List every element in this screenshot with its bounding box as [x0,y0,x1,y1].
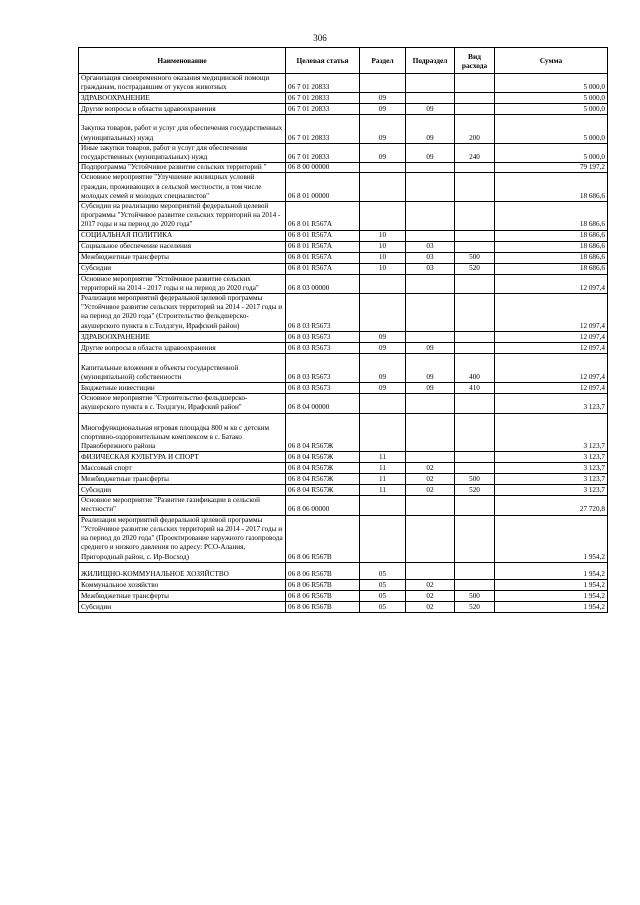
cell-article: 06 8 04 R567Ж [286,413,360,452]
cell-subsection [406,413,455,452]
cell-name: Межбюджетные трансферты [79,590,286,601]
cell-section: 09 [360,115,406,143]
cell-name: СОЦИАЛЬНАЯ ПОЛИТИКА [79,230,286,241]
cell-name: Основное мероприятие "Устойчивое развитие сельских территорий на 2014 - 2017 годы и на период до 2020 года" [79,274,286,293]
cell-section: 05 [360,562,406,579]
table-row [79,463,608,474]
table-row [79,163,608,173]
cell-subsection [406,394,455,413]
cell-article: 06 8 03 R5673 [286,383,360,394]
table-row [79,342,608,353]
table-row [79,485,608,496]
cell-article: 06 8 00 00000 [286,163,360,173]
header-expense-type: Вид расхода [455,48,495,74]
cell-expense-type: 240 [455,143,495,162]
cell-article: 06 8 03 R5673 [286,342,360,353]
header-section: Раздел [360,48,406,74]
cell-section [360,496,406,515]
table-row [79,331,608,342]
cell-section [360,294,406,332]
cell-section: 05 [360,601,406,612]
cell-section: 09 [360,331,406,342]
cell-section [360,515,406,562]
cell-section: 11 [360,463,406,474]
cell-article: 06 8 01 R567А [286,263,360,274]
cell-amount: 1 954,2 [495,562,608,579]
cell-subsection: 02 [406,485,455,496]
cell-subsection [406,515,455,562]
cell-amount: 79 197,2 [495,163,608,173]
cell-name: ЗДРАВООХРАНЕНИЕ [79,331,286,342]
cell-section [360,74,406,93]
cell-amount: 5 000,0 [495,93,608,104]
cell-subsection: 02 [406,579,455,590]
cell-section: 09 [360,353,406,382]
cell-name: Многофункциональная игровая площадка 800 м кв с детским спортивно-оздоровительным комплексом в с. Батако Правобережного района [79,413,286,452]
table-row [79,104,608,115]
cell-name: Массовый спорт [79,463,286,474]
cell-amount: 3 123,7 [495,463,608,474]
cell-section: 10 [360,252,406,263]
cell-amount: 5 000,0 [495,143,608,162]
cell-section: 11 [360,452,406,463]
cell-section: 10 [360,263,406,274]
cell-article: 06 8 04 00000 [286,394,360,413]
header-article: Целевая статья [286,48,360,74]
cell-subsection [406,496,455,515]
cell-expense-type [455,104,495,115]
cell-amount: 12 097,4 [495,274,608,293]
cell-amount: 18 686,6 [495,173,608,202]
table-row [79,413,608,452]
cell-name: Межбюджетные трансферты [79,252,286,263]
cell-expense-type [455,173,495,202]
cell-article: 06 8 01 R567А [286,230,360,241]
cell-subsection: 03 [406,241,455,252]
cell-section: 09 [360,93,406,104]
table-row [79,515,608,562]
cell-name: ЗДРАВООХРАНЕНИЕ [79,93,286,104]
cell-amount: 18 686,6 [495,241,608,252]
table-row [79,252,608,263]
header-subsection: Подраздел [406,48,455,74]
cell-section: 05 [360,590,406,601]
cell-article: 06 8 03 R5673 [286,294,360,332]
table-header-row [79,48,608,74]
cell-subsection [406,230,455,241]
table-row [79,562,608,579]
cell-subsection [406,163,455,173]
cell-subsection: 03 [406,263,455,274]
cell-amount: 1 954,2 [495,579,608,590]
cell-name: Субсидии [79,601,286,612]
cell-section: 09 [360,383,406,394]
cell-expense-type: 520 [455,601,495,612]
cell-article: 06 8 06 R567В [286,562,360,579]
cell-amount: 3 123,7 [495,474,608,485]
table-body [79,74,608,613]
cell-name: Основное мероприятие "Строительство фельдшерско-акушерского пункта в с. Толдзгун, Ирафский район" [79,394,286,413]
cell-section: 05 [360,579,406,590]
table-row [79,274,608,293]
cell-article: 06 8 04 R567Ж [286,485,360,496]
cell-amount: 5 000,0 [495,104,608,115]
cell-amount: 12 097,4 [495,342,608,353]
cell-expense-type [455,331,495,342]
cell-expense-type [455,463,495,474]
cell-subsection [406,93,455,104]
cell-amount: 5 000,0 [495,115,608,143]
cell-name: ЖИЛИЩНО-КОММУНАЛЬНОЕ ХОЗЯЙСТВО [79,562,286,579]
cell-expense-type [455,579,495,590]
cell-section [360,163,406,173]
table-row [79,353,608,382]
cell-subsection: 09 [406,353,455,382]
cell-article: 06 8 03 00000 [286,274,360,293]
cell-expense-type [455,241,495,252]
cell-article: 06 8 01 R567А [286,252,360,263]
cell-subsection: 02 [406,474,455,485]
cell-name: Иные закупки товаров, работ и услуг для обеспечения государственных (муниципальных) нужд [79,143,286,162]
cell-amount: 1 954,2 [495,590,608,601]
cell-section [360,202,406,231]
cell-expense-type [455,394,495,413]
budget-table [78,47,608,613]
table-row [79,74,608,93]
cell-article: 06 7 01 20833 [286,115,360,143]
cell-article: 06 8 03 R5673 [286,331,360,342]
table-row [79,496,608,515]
cell-article: 06 7 01 20833 [286,74,360,93]
table-row [79,590,608,601]
table-row [79,452,608,463]
cell-subsection: 02 [406,463,455,474]
cell-article: 06 7 01 20833 [286,104,360,115]
cell-article: 06 8 06 R567В [286,601,360,612]
page-number: 306 [313,33,327,43]
cell-article: 06 8 04 R567Ж [286,463,360,474]
cell-expense-type: 520 [455,485,495,496]
cell-expense-type [455,294,495,332]
cell-expense-type [455,496,495,515]
cell-name: Капитальные вложения в объекты государственной (муниципальной) собственности [79,353,286,382]
cell-article: 06 7 01 20833 [286,143,360,162]
cell-amount: 12 097,4 [495,331,608,342]
cell-amount: 1 954,2 [495,515,608,562]
cell-subsection: 09 [406,104,455,115]
cell-subsection: 09 [406,383,455,394]
cell-amount: 18 686,6 [495,252,608,263]
cell-name: Другие вопросы в области здравоохранения [79,104,286,115]
cell-name: Реализация мероприятий федеральной целевой программы "Устойчивое развитие сельских территорий на 2014 - 2017 годы и на период до 2020 года" (Проектирование наружного газопровода среднего и низкого давления по адресу: РСО-Алания, Пригородный район, с. Ир-Восход) [79,515,286,562]
cell-section: 09 [360,342,406,353]
cell-subsection [406,331,455,342]
table-row [79,601,608,612]
cell-section [360,173,406,202]
cell-subsection [406,173,455,202]
cell-article: 06 8 06 R567В [286,579,360,590]
cell-expense-type: 400 [455,353,495,382]
cell-amount: 12 097,4 [495,383,608,394]
cell-name: Субсидии [79,263,286,274]
cell-name: Субсидии [79,485,286,496]
cell-expense-type [455,452,495,463]
table-row [79,263,608,274]
cell-name: Коммунальное хозяйство [79,579,286,590]
cell-amount: 3 123,7 [495,394,608,413]
cell-section [360,274,406,293]
cell-subsection [406,274,455,293]
cell-expense-type [455,515,495,562]
cell-name: Организация своевременного оказания медицинской помощи гражданам, пострадавшим от укусов животных [79,74,286,93]
cell-article: 06 8 03 R5673 [286,353,360,382]
table-row [79,394,608,413]
cell-section: 10 [360,241,406,252]
table-row [79,93,608,104]
cell-name: Субсидии на реализацию мероприятий федеральной целевой программы "Устойчивое развитие сельских территорий на 2014 - 2017 годы и на период до 2020 года" [79,202,286,231]
cell-subsection: 09 [406,115,455,143]
cell-amount: 1 954,2 [495,601,608,612]
cell-subsection: 09 [406,143,455,162]
cell-subsection [406,74,455,93]
cell-amount: 3 123,7 [495,452,608,463]
cell-section [360,394,406,413]
cell-expense-type [455,93,495,104]
cell-article: 06 7 01 20833 [286,93,360,104]
cell-amount: 27 720,8 [495,496,608,515]
cell-name: Основное мероприятие "Улучшение жилищных условий граждан, проживающих в сельской местности, в том числе молодых семей и молодых специалистов" [79,173,286,202]
cell-amount: 12 097,4 [495,353,608,382]
table-row [79,474,608,485]
cell-expense-type: 500 [455,474,495,485]
cell-amount: 18 686,6 [495,263,608,274]
cell-expense-type [455,74,495,93]
cell-expense-type [455,163,495,173]
header-amount: Сумма [495,48,608,74]
cell-section [360,413,406,452]
cell-name: Межбюджетные трансферты [79,474,286,485]
cell-amount: 18 686,6 [495,230,608,241]
cell-subsection [406,202,455,231]
cell-expense-type: 520 [455,263,495,274]
cell-expense-type: 500 [455,590,495,601]
cell-expense-type [455,562,495,579]
cell-expense-type [455,413,495,452]
cell-section: 11 [360,474,406,485]
cell-name: Основное мероприятие "Развитие газификации в сельской местности" [79,496,286,515]
cell-expense-type [455,202,495,231]
table-row [79,173,608,202]
table-row [79,202,608,231]
table-row [79,579,608,590]
cell-expense-type: 410 [455,383,495,394]
cell-article: 06 8 04 R567Ж [286,474,360,485]
cell-subsection: 02 [406,601,455,612]
cell-subsection [406,562,455,579]
cell-article: 06 8 04 R567Ж [286,452,360,463]
cell-amount: 3 123,7 [495,413,608,452]
cell-article: 06 8 01 R567А [286,241,360,252]
cell-amount: 3 123,7 [495,485,608,496]
cell-expense-type: 200 [455,115,495,143]
cell-article: 06 8 06 R567В [286,515,360,562]
cell-expense-type [455,274,495,293]
cell-name: Подпрограмма "Устойчивое развитие сельских территорий " [79,163,286,173]
cell-subsection [406,452,455,463]
table-row [79,143,608,162]
table-row [79,230,608,241]
cell-expense-type [455,230,495,241]
cell-subsection: 03 [406,252,455,263]
cell-subsection: 09 [406,342,455,353]
cell-expense-type [455,342,495,353]
cell-name: Реализация мероприятий федеральной целевой программы "Устойчивое развитие сельских территорий на 2014 - 2017 годы и на период до 2020 года" (Строительство фельдшерско-акушерского пункта в с.Толдзгун, Ирафский район) [79,294,286,332]
cell-article: 06 8 01 R567А [286,202,360,231]
cell-name: Социальное обеспечение населения [79,241,286,252]
table-row [79,294,608,332]
cell-name: ФИЗИЧЕСКАЯ КУЛЬТУРА И СПОРТ [79,452,286,463]
cell-article: 06 8 01 00000 [286,173,360,202]
cell-section: 09 [360,104,406,115]
table-row [79,241,608,252]
cell-amount: 18 686,6 [495,202,608,231]
cell-name: Бюджетные инвестиции [79,383,286,394]
table-row [79,115,608,143]
cell-article: 06 8 06 R567В [286,590,360,601]
table-row [79,383,608,394]
cell-subsection [406,294,455,332]
cell-expense-type: 500 [455,252,495,263]
cell-name: Закупка товаров, работ и услуг для обеспечения государственных (муниципальных) нужд [79,115,286,143]
cell-name: Другие вопросы в области здравоохранения [79,342,286,353]
cell-amount: 5 000,0 [495,74,608,93]
cell-subsection: 02 [406,590,455,601]
cell-article: 06 8 06 00000 [286,496,360,515]
cell-section: 10 [360,230,406,241]
cell-section: 09 [360,143,406,162]
cell-section: 11 [360,485,406,496]
cell-amount: 12 097,4 [495,294,608,332]
header-name: Наименование [79,48,286,74]
